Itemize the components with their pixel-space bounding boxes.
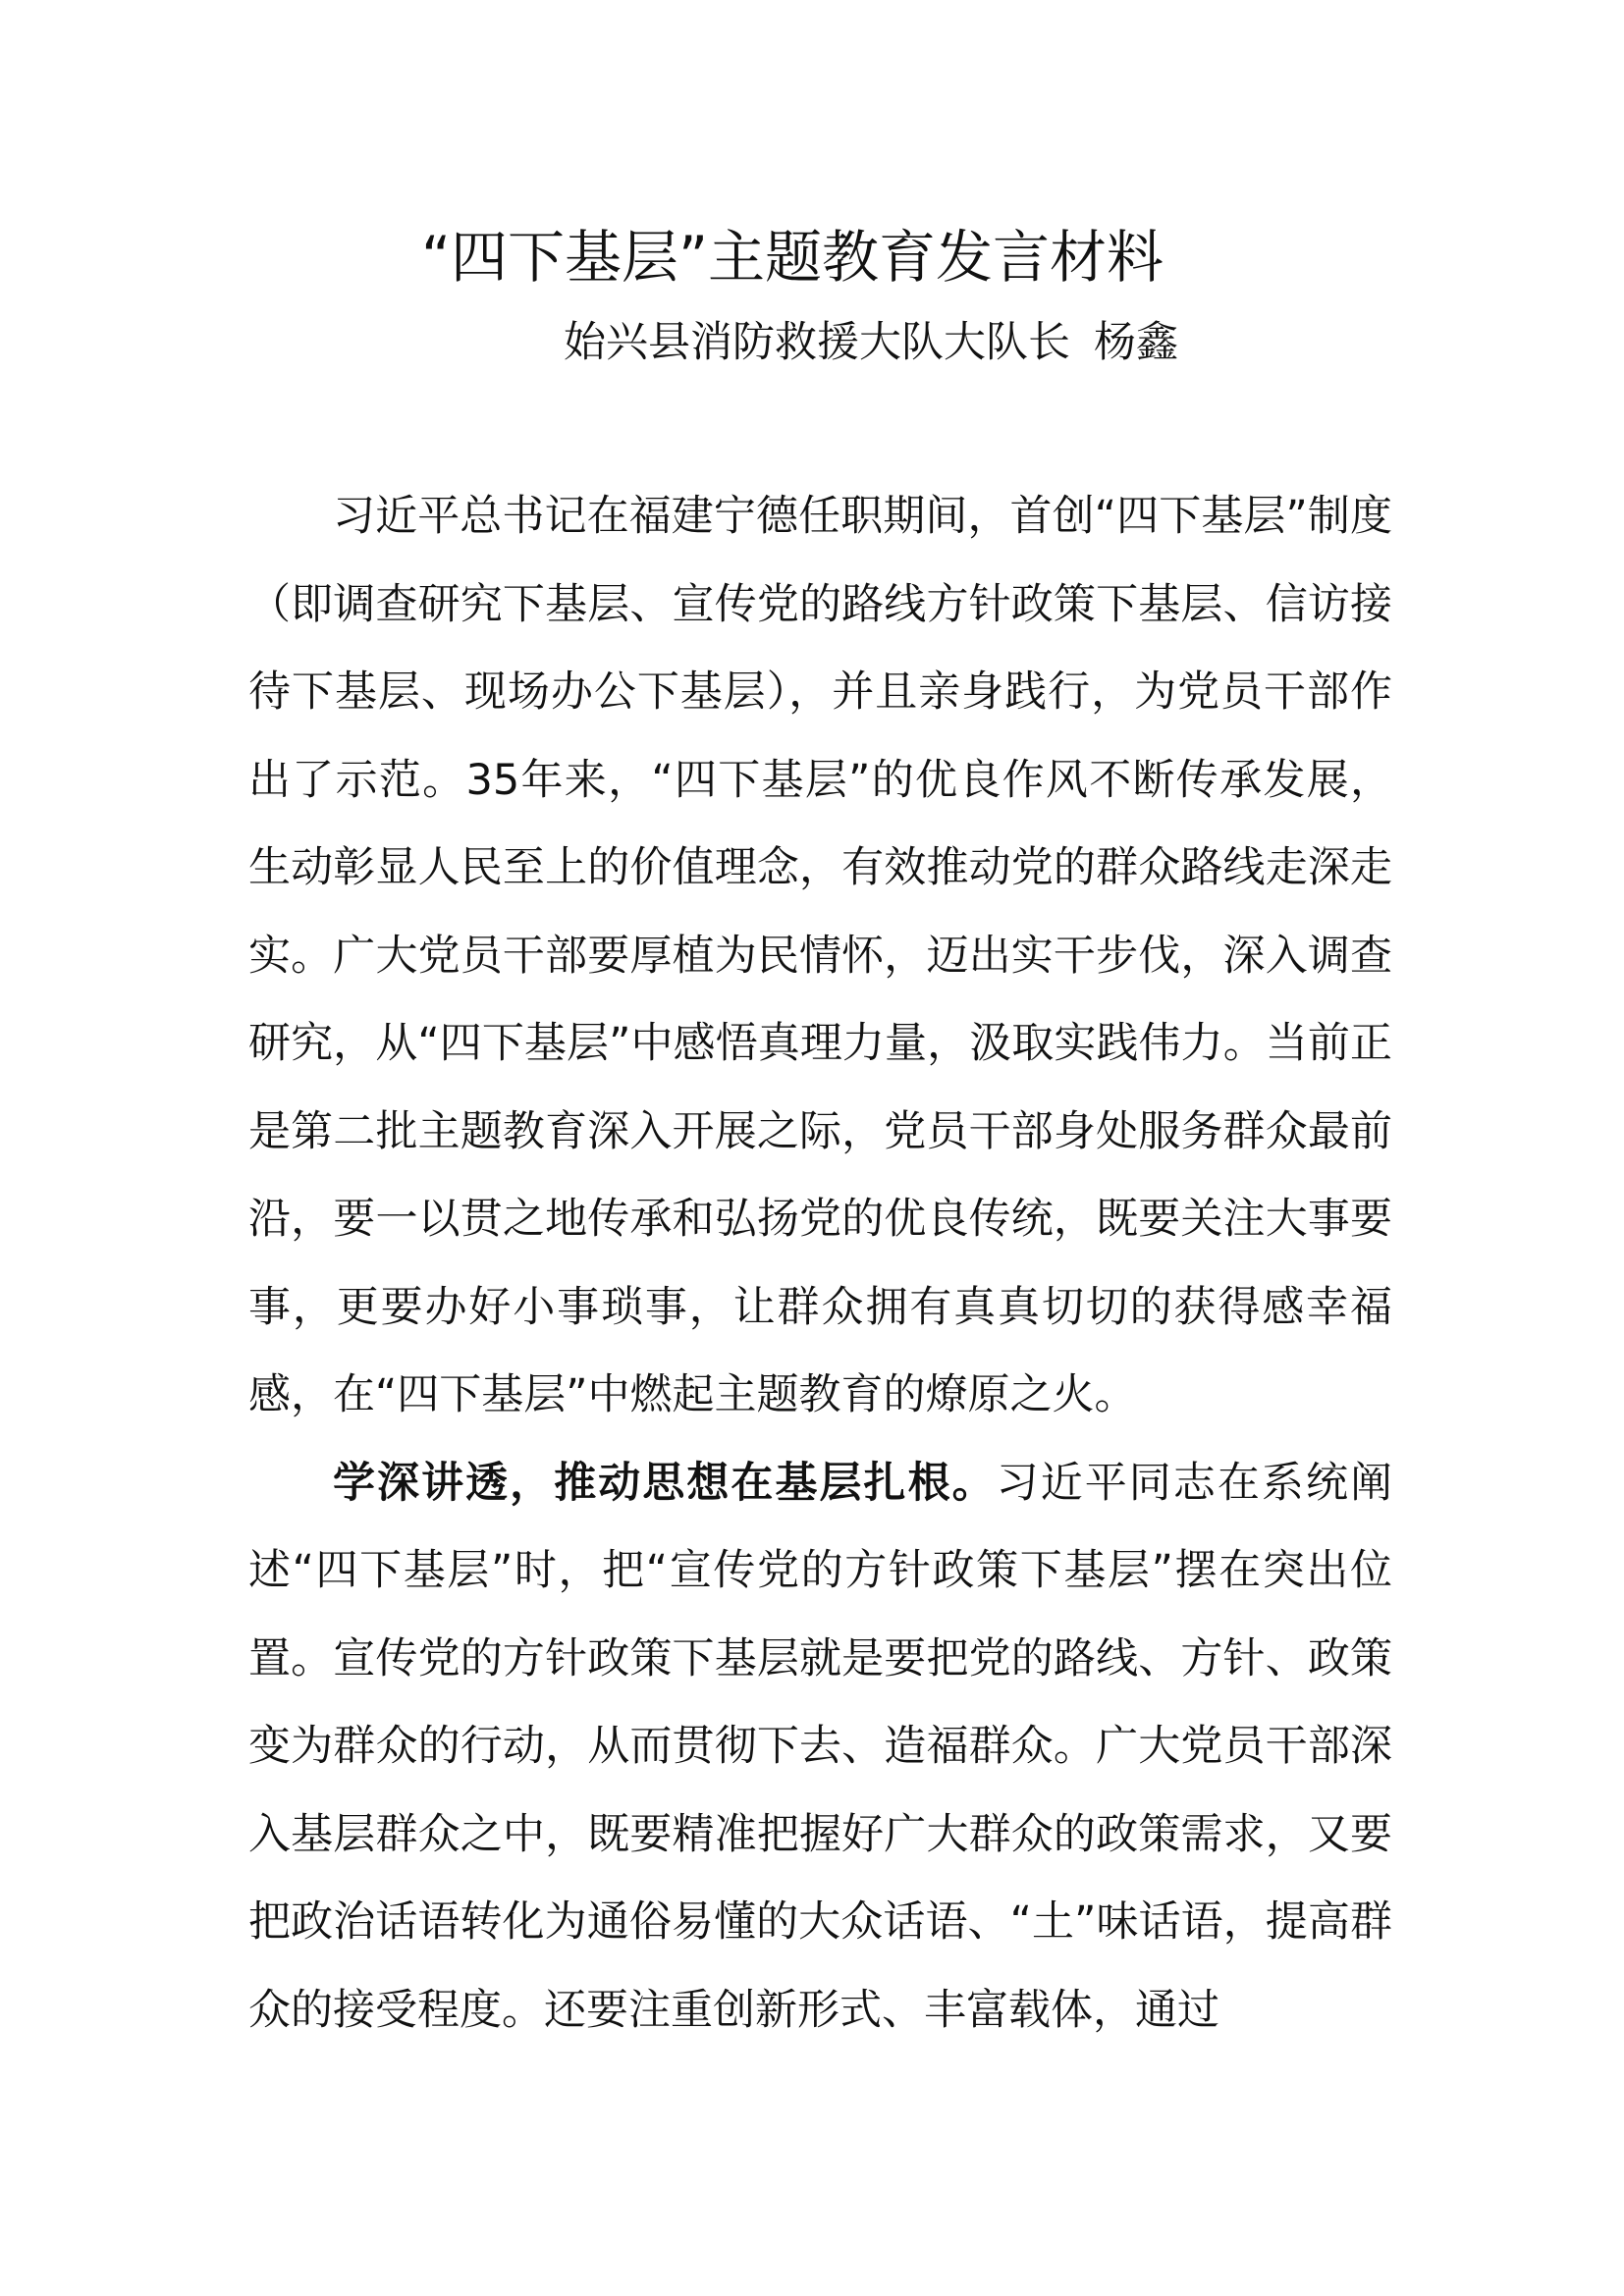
paragraph-intro-text: 习近平总书记在福建宁德任职期间，首创“四下基层”制度（即调查研究下基层、宣传党的路线方针政策下基层、信访接待下基层、现场办公下基层），并且亲身践行，为党员干部作出了示范。35年来，“四下基层”的优良作风不断传承发展，生动彰显人民至上的价值理念，有效推动党的群众路线走深走实。广大党员干部要厚植为民情怀，迈出实干步伐，深入调查研究，从“四下基层”中感悟真理力量，汲取实践伟力。当前正是第二批主题教育深入开展之际，党员干部身处服务群众最前沿，要一以贯之地传承和弘扬党的优良传统，既要关注大事要事，更要办好小事琐事，让群众拥有真真切切的获得感幸福感，在“四下基层”中燃起主题教育的燎原之火。: [248, 492, 1392, 1419]
document-title: “四下基层”主题教育发言材料: [420, 224, 1164, 291]
document-body: [248, 473, 1392, 2055]
author-role: 始兴县消防救援大队大队长: [564, 318, 1070, 367]
paragraph-section-1: [248, 1440, 1392, 2056]
section-1-heading: 学深讲透，推动思想在基层扎根。: [333, 1458, 997, 1508]
author-name: 杨鑫: [1094, 318, 1178, 367]
author-line: [0, 312, 1624, 373]
section-1-text: 习近平同志在系统阐述“四下基层”时，把“宣传党的方针政策下基层”摆在突出位置。宣传党的方针政策下基层就是要把党的路线、方针、政策变为群众的行动，从而贯彻下去、造福群众。广大党员干部深入基层群众之中，既要精准把握好广大群众的政策需求，又要把政治话语转化为通俗易懂的大众话语、“土”味话语，提高群众的接受程度。还要注重创新形式、丰富载体，通过: [248, 1458, 1393, 2035]
paragraph-intro: [248, 473, 1392, 1440]
